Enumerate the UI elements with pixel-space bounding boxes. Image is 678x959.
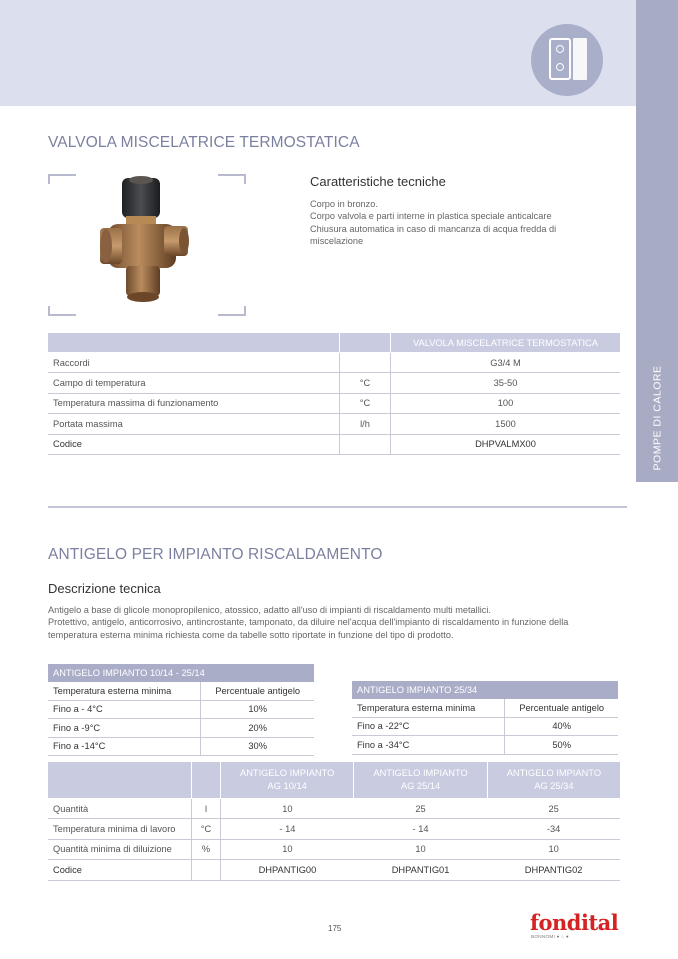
- description-text: Antigelo a base di glicole monopropilenico, atossico, adatto all'uso di impianti di riscaldamento multi metallici. Protettivo, antigelo, anticorrosivo, antincrostante, tamponato, da diluire nel'acqua dell'impianto di riscaldamento in funzione della temperatura esterna minima richiesta come da tabelle sotto riportate in funzione del tipo di prodotto.: [48, 605, 569, 640]
- table-row: Campo di temperatura °C 35-50: [48, 373, 620, 393]
- table-row: Fino a - 4°C 10%: [48, 700, 314, 719]
- table-row: Codice DHPANTIG00 DHPANTIG01 DHPANTIG02: [48, 860, 620, 880]
- table-row: Temperatura minima di lavoro °C - 14 - 14 -34: [48, 819, 620, 839]
- table-row: Temperatura massima di funzionamento °C 100: [48, 393, 620, 413]
- page-number: 175: [328, 924, 342, 933]
- valve-photo: [48, 174, 246, 316]
- section-divider: [48, 506, 627, 508]
- heat-pump-panel-icon: [573, 38, 587, 80]
- table-row: Quantità minima di diluizione % 10 10 10: [48, 839, 620, 859]
- antifreeze-table-10-14: ANTIGELO IMPIANTO 10/14 - 25/14 Temperatura esterna minima Percentuale antigelo Fino a - 4°C 10% Fino a -9°C 20% Fino a -14°C 30%: [48, 664, 314, 756]
- heat-pump-unit-icon: [549, 38, 571, 80]
- sidebar-section-label: POMPE DI CALORE: [651, 365, 664, 471]
- table-row: Fino a -34°C 50%: [352, 736, 618, 755]
- description-title: Descrizione tecnica: [48, 581, 161, 596]
- table-row: Fino a -9°C 20%: [48, 719, 314, 738]
- table-row: Fino a -14°C 30%: [48, 737, 314, 756]
- valve-spec-table: VALVOLA MISCELATRICE TERMOSTATICA Raccordi G3/4 M Campo di temperatura °C 35-50 Temperatura massima di funzionamento °C 100 Portata massima l/h 1500 Codice DHPVALMX00: [48, 333, 620, 455]
- table-row: Portata massima l/h 1500: [48, 414, 620, 434]
- table-row: Codice DHPVALMX00: [48, 434, 620, 454]
- table-row: Fino a -22°C 40%: [352, 717, 618, 736]
- section-title-valve: VALVOLA MISCELATRICE TERMOSTATICA: [48, 134, 360, 151]
- section-title-antifreeze: ANTIGELO PER IMPIANTO RISCALDAMENTO: [48, 546, 383, 563]
- features-list: Corpo in bronzo. Corpo valvola e parti interne in plastica speciale anticalcare Chiusura automatica in caso di mancanza di acqua fredda di miscelazione: [310, 199, 557, 246]
- table-row: Quantità l 10 25 25: [48, 799, 620, 819]
- antifreeze-product-table: ANTIGELO IMPIANTO AG 10/14 ANTIGELO IMPIANTO AG 25/14 ANTIGELO IMPIANTO AG 25/34 Quantità l 10 25 25 Temperatura minima di lavoro °C - 14 - 14 -34 Quantità minima di diluizione % 10 10 10 Codice DHPANTIG00 DHPANTIG01 DHPANTIG02: [48, 762, 620, 881]
- features-title: Caratteristiche tecniche: [310, 174, 446, 189]
- valve-image: [48, 174, 246, 316]
- brand-subtitle: BONNOMI ● ○ ●: [531, 934, 570, 939]
- antifreeze-table-25-34: ANTIGELO IMPIANTO 25/34 Temperatura esterna minima Percentuale antigelo Fino a -22°C 40% Fino a -34°C 50%: [352, 681, 618, 755]
- brand-logo: fondital: [530, 910, 619, 935]
- table-row: Raccordi G3/4 M: [48, 353, 620, 373]
